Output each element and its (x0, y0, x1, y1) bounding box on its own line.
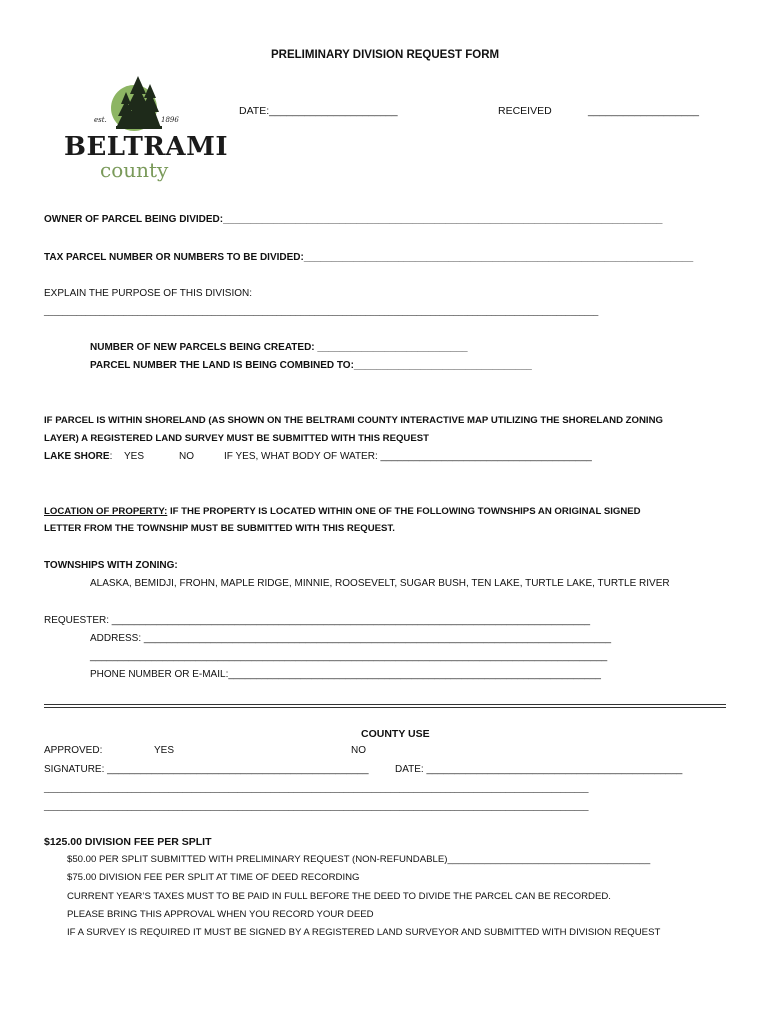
new-parcels-field[interactable]: NUMBER OF NEW PARCELS BEING CREATED: ___________________________ (90, 342, 468, 353)
logo-year-text: 1896 (161, 116, 179, 124)
received-label: RECEIVED (498, 105, 552, 117)
lake-shore-yes-option[interactable]: YES (124, 451, 145, 462)
location-text-2: LETTER FROM THE TOWNSHIP MUST BE SUBMITTED WITH THIS REQUEST. (44, 523, 395, 534)
phone-email-field[interactable]: PHONE NUMBER OR E-MAIL:___________________________________________________________________ (90, 669, 601, 680)
owner-field[interactable]: OWNER OF PARCEL BEING DIVIDED:_______________________________________________________________________________ (44, 214, 663, 225)
county-notes-line-2[interactable]: ______________________________________________________________________________________________________________________ (44, 801, 589, 811)
logo-name: BELTRAMI (64, 132, 229, 162)
approved-no-option[interactable]: NO (351, 745, 366, 756)
purpose-label: EXPLAIN THE PURPOSE OF THIS DIVISION: (44, 288, 253, 299)
lake-shore-no-option[interactable]: NO (179, 451, 194, 462)
county-logo (46, 70, 229, 192)
townships-list: ALASKA, BEMIDJI, FROHN, MAPLE RIDGE, MINNIE, ROOSEVELT, SUGAR BUSH, TEN LAKE, TURTLE LAKE, TURTLE RIVER (90, 578, 670, 589)
lake-shore-label: LAKE SHORE (44, 451, 110, 462)
location-label: LOCATION OF PROPERTY: (44, 506, 168, 517)
fee-item-3: CURRENT YEAR’S TAXES MUST TO BE PAID IN FULL BEFORE THE DEED TO DIVIDE THE PARCEL CAN BE RECORDED. (67, 891, 611, 902)
approved-label: APPROVED: (44, 745, 103, 756)
tree-logo-icon (46, 70, 226, 140)
address-field-2[interactable]: _____________________________________________________________________________________________ (90, 651, 608, 662)
county-date-field[interactable]: DATE: ______________________________________________ (395, 764, 683, 775)
lake-shore-colon: : (109, 451, 113, 462)
date-field[interactable]: DATE:______________________ (239, 105, 398, 117)
fee-item-4: PLEASE BRING THIS APPROVAL WHEN YOU RECORD YOUR DEED (67, 909, 374, 920)
requester-field[interactable]: REQUESTER: ______________________________________________________________________________________ (44, 615, 591, 626)
county-use-title: COUNTY USE (361, 728, 430, 740)
signature-field[interactable]: SIGNATURE: _______________________________________________ (44, 764, 369, 775)
fee-item-2: $75.00 DIVISION FEE PER SPLIT AT TIME OF DEED RECORDING (67, 872, 360, 883)
section-divider (44, 704, 726, 705)
section-divider-2 (44, 707, 726, 708)
townships-label: TOWNSHIPS WITH ZONING: (44, 560, 178, 571)
logo-sub: county (100, 158, 169, 182)
logo-est-text: est. (94, 116, 107, 124)
shoreland-text-1: IF PARCEL IS WITHIN SHORELAND (AS SHOWN ON THE BELTRAMI COUNTY INTERACTIVE MAP UTILIZING THE SHORELAND ZONING (44, 415, 663, 426)
address-field[interactable]: ADDRESS: ____________________________________________________________________________________ (90, 633, 612, 644)
county-notes-line-1[interactable]: ______________________________________________________________________________________________________________________ (44, 783, 589, 793)
fee-item-5: IF A SURVEY IS REQUIRED IT MUST BE SIGNED BY A REGISTERED LAND SURVEYOR AND SUBMITTED WITH DIVISION REQUEST (67, 927, 661, 938)
tax-parcel-field[interactable]: TAX PARCEL NUMBER OR NUMBERS TO BE DIVIDED:______________________________________________________________________ (44, 252, 694, 263)
fee-item-1: $50.00 PER SPLIT SUBMITTED WITH PRELIMINARY REQUEST (NON-REFUNDABLE)______________________________________ (67, 854, 651, 865)
location-text-1: IF THE PROPERTY IS LOCATED WITHIN ONE OF THE FOLLOWING TOWNSHIPS AN ORIGINAL SIGNED (167, 506, 641, 517)
body-of-water-field[interactable]: IF YES, WHAT BODY OF WATER: ______________________________________ (224, 451, 592, 462)
received-field[interactable]: ___________________ (588, 105, 699, 117)
approved-yes-option[interactable]: YES (154, 745, 175, 756)
fee-title: $125.00 DIVISION FEE PER SPLIT (44, 836, 212, 848)
combined-to-field[interactable]: PARCEL NUMBER THE LAND IS BEING COMBINED TO:________________________________ (90, 360, 532, 371)
form-title: PRELIMINARY DIVISION REQUEST FORM (271, 49, 500, 61)
shoreland-text-2: LAYER) A REGISTERED LAND SURVEY MUST BE SUBMITTED WITH THIS REQUEST (44, 433, 430, 444)
purpose-field[interactable]: _______________________________________________________________________________________________________________________ (44, 306, 599, 316)
